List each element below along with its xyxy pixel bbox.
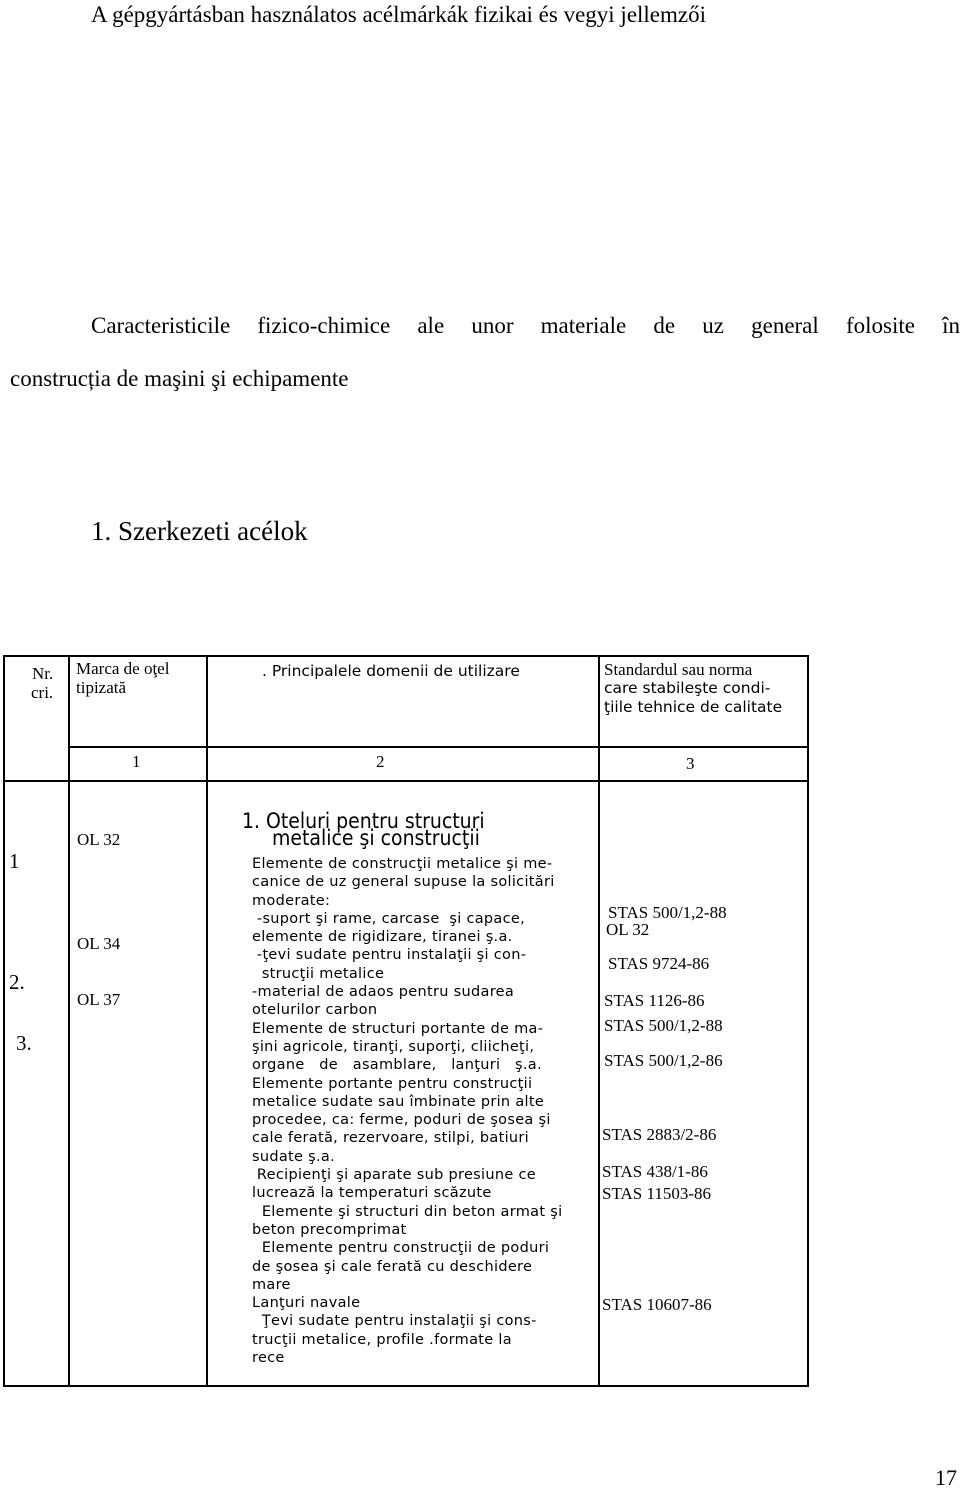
table-border-top <box>3 655 809 657</box>
usage-line: rece <box>252 1350 285 1367</box>
header-standard-line2: care stabileşte condi- <box>604 679 771 697</box>
usage-line: şini agricole, tiranţi, suporţi, cliicheţi, <box>252 1038 535 1055</box>
standard-1: STAS 500/1,2-88 <box>608 903 727 922</box>
table-border-bottom <box>3 1385 809 1387</box>
subtitle-line-2: construcția de maşini şi echipamente <box>10 366 349 391</box>
usage-line: trucţii metalice, profile .formate la <box>252 1331 512 1348</box>
page-number: 17 <box>935 1465 957 1490</box>
standard-6: STAS 500/1,2-86 <box>604 1051 723 1070</box>
usage-line: organe de asamblare, lanţuri ş.a. <box>252 1057 542 1074</box>
usage-line: Elemente şi structuri din beton armat şi <box>252 1203 563 1220</box>
standard-4: STAS 1126-86 <box>604 991 705 1010</box>
table-col-divider-1 <box>68 655 70 1387</box>
usage-line: mare <box>252 1276 291 1293</box>
header-standard-line3: ţiile tehnice de calitate <box>604 698 783 716</box>
table-border-left <box>3 655 5 1387</box>
usage-line: de şosea şi cale ferată cu deschidere <box>252 1258 533 1275</box>
table-col-divider-2 <box>206 655 208 1387</box>
usage-line: canice de uz general supuse la solicitări <box>252 874 555 891</box>
usage-heading-line2: metalice şi construcţii <box>272 826 480 850</box>
usage-line: Recipienţi şi aparate sub presiune ce <box>252 1167 536 1184</box>
header-nr <box>31 664 53 702</box>
table-col-divider-3 <box>598 655 600 1387</box>
usage-line: lucrează la temperaturi scăzute <box>252 1185 492 1202</box>
nr-value-1: 1 <box>9 849 20 873</box>
subtitle-line-1: Caracteristicile fizico-chimice ale unor materiale de uz general folosite în <box>91 313 960 338</box>
header-standard <box>604 660 782 717</box>
header-marca-line1: Marca de oţel <box>76 659 170 678</box>
col-number-1: 1 <box>132 752 141 771</box>
col-number-3: 3 <box>686 754 695 773</box>
usage-line: procedee, ca: ferme, poduri de şosea şi <box>252 1112 551 1129</box>
page-title: A gépgyártásban használatos acélmárkák fizikai és vegyi jellemzői <box>91 2 707 27</box>
header-nr-line1: Nr. <box>31 664 54 683</box>
usage-line: strucţii metalice <box>252 965 385 982</box>
usage-line: -suport şi rame, carcase şi capace, <box>252 910 526 927</box>
usage-line: cale ferată, rezervoare, stilpi, batiuri <box>252 1130 529 1147</box>
nr-value-2: 2. <box>9 970 25 994</box>
usage-line: otelurilor carbon <box>252 1002 378 1019</box>
standard-7: STAS 2883/2-86 <box>602 1125 717 1144</box>
usage-line: -material de adaos pentru sudarea <box>252 984 515 1001</box>
header-marca <box>76 659 169 697</box>
table-colnum-divider <box>3 780 809 782</box>
header-marca-line2: tipizată <box>76 678 127 697</box>
grade-ol37: OL 37 <box>77 990 121 1009</box>
standard-3: STAS 9724-86 <box>608 954 710 973</box>
section-heading: 1. Szerkezeti acélok <box>91 516 308 546</box>
header-nr-line2: cri. <box>31 683 54 702</box>
usage-line: Ţevi sudate pentru instalaţii şi cons- <box>252 1313 537 1330</box>
usage-line: -ţevi sudate pentru instalaţii şi con- <box>252 947 527 964</box>
standard-2: OL 32 <box>606 920 650 939</box>
usage-line: Elemente portante pentru construcţii <box>252 1075 533 1092</box>
col-number-2: 2 <box>376 752 385 771</box>
usage-line: Elemente de structuri portante de ma- <box>252 1020 544 1037</box>
usage-line: beton precomprimat <box>252 1221 407 1238</box>
grade-ol32: OL 32 <box>77 830 121 849</box>
standard-10: STAS 10607-86 <box>602 1295 712 1314</box>
standard-9: STAS 11503-86 <box>602 1184 711 1203</box>
standard-8: STAS 438/1-86 <box>602 1162 708 1181</box>
header-domenii: . Principalele domenii de utilizare <box>262 662 520 680</box>
usage-line: Lanţuri navale <box>252 1295 361 1312</box>
header-standard-line1: Standardul sau norma <box>604 660 753 679</box>
usage-line: elemente de rigidizare, tiranei ş.a. <box>252 929 513 946</box>
standard-5: STAS 500/1,2-88 <box>604 1016 723 1035</box>
table-border-right <box>807 655 809 1387</box>
usage-line: sudate ş.a. <box>252 1148 336 1165</box>
usage-heading-2-wrap <box>272 826 480 850</box>
usage-line: metalice sudate sau îmbinate prin alte <box>252 1093 545 1110</box>
table-header-divider <box>68 746 809 748</box>
usage-heading-line1: 1. Oteluri pentru structuri <box>242 809 485 833</box>
usage-line: Elemente de construcţii metalice şi me- <box>252 856 553 872</box>
grade-ol34: OL 34 <box>77 934 121 953</box>
usage-lines <box>252 855 562 1367</box>
usage-line: Elemente pentru construcţii de poduri <box>252 1240 550 1257</box>
nr-value-3: 3. <box>16 1031 32 1055</box>
usage-line: moderate: <box>252 892 331 909</box>
